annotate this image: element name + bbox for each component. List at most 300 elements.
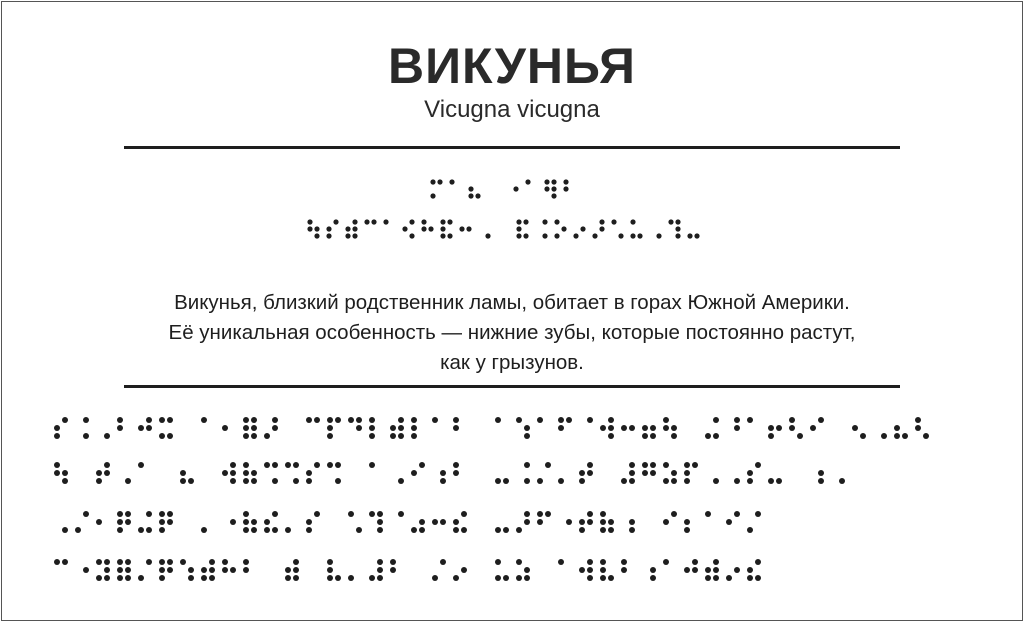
braille-dot bbox=[629, 527, 635, 533]
braille-dot bbox=[54, 433, 60, 439]
braille-dot bbox=[356, 425, 362, 431]
braille-dot bbox=[419, 527, 425, 533]
braille-dot bbox=[201, 567, 207, 573]
braille-dot bbox=[146, 511, 152, 517]
braille-dot bbox=[285, 575, 291, 581]
braille-dot bbox=[369, 417, 375, 423]
braille-dot bbox=[272, 425, 278, 431]
braille-dot bbox=[104, 567, 110, 573]
braille-dot bbox=[138, 425, 144, 431]
braille-dot bbox=[314, 462, 320, 468]
braille-dot bbox=[768, 433, 774, 439]
braille-dot bbox=[83, 433, 89, 439]
braille-dot bbox=[432, 519, 438, 525]
description bbox=[60, 288, 964, 378]
braille-dot bbox=[352, 226, 357, 231]
braille-dot bbox=[600, 519, 606, 525]
braille-dot bbox=[545, 462, 551, 468]
braille-dot bbox=[516, 417, 522, 423]
braille-dot bbox=[377, 511, 383, 517]
braille-dot bbox=[537, 478, 543, 484]
braille-dot bbox=[537, 511, 543, 517]
braille-dot bbox=[642, 462, 648, 468]
braille-dot bbox=[461, 567, 467, 573]
braille-dot bbox=[201, 417, 207, 423]
braille-dot bbox=[54, 559, 60, 565]
braille-dot bbox=[566, 519, 572, 525]
braille-dot bbox=[459, 226, 464, 231]
braille-dot bbox=[558, 559, 564, 565]
braille-dot bbox=[138, 527, 144, 533]
braille-dot bbox=[327, 433, 333, 439]
braille-dot bbox=[810, 425, 816, 431]
braille-dot bbox=[398, 425, 404, 431]
braille-dot bbox=[663, 559, 669, 565]
braille-dot bbox=[587, 417, 593, 423]
braille-dot bbox=[104, 462, 110, 468]
braille-dot bbox=[692, 462, 698, 468]
latin-name: Vicugna vicugna bbox=[424, 96, 600, 123]
braille-dot bbox=[180, 559, 186, 565]
braille-dot bbox=[243, 433, 249, 439]
braille-dot bbox=[726, 575, 732, 581]
braille-dot bbox=[117, 567, 123, 573]
braille-dot bbox=[608, 519, 614, 525]
braille-dot bbox=[554, 233, 559, 238]
braille-dot bbox=[285, 567, 291, 573]
braille-dot bbox=[222, 559, 228, 565]
braille-dot bbox=[398, 478, 404, 484]
braille-dot bbox=[902, 433, 908, 439]
braille-dot bbox=[663, 478, 669, 484]
braille-dot bbox=[453, 519, 459, 525]
braille-dot bbox=[167, 519, 173, 525]
braille-dot bbox=[495, 478, 501, 484]
braille-dot bbox=[83, 567, 89, 573]
braille-dot bbox=[544, 179, 549, 184]
braille-dot bbox=[251, 417, 257, 423]
braille-dot bbox=[600, 559, 606, 565]
braille-dot bbox=[117, 575, 123, 581]
braille-dot bbox=[251, 470, 257, 476]
braille-dot bbox=[461, 511, 467, 517]
braille-dot bbox=[167, 559, 173, 565]
braille-dot bbox=[600, 511, 606, 517]
braille-dot bbox=[345, 233, 350, 238]
braille-dot bbox=[222, 470, 228, 476]
braille-dot bbox=[293, 575, 299, 581]
braille-dot bbox=[524, 425, 530, 431]
braille-dot bbox=[348, 511, 354, 517]
braille-dot bbox=[314, 511, 320, 517]
braille-dot bbox=[62, 417, 68, 423]
braille-dot bbox=[243, 567, 249, 573]
braille-dot bbox=[671, 511, 677, 517]
braille-dot bbox=[734, 567, 740, 573]
braille-dot bbox=[516, 226, 521, 231]
braille-dot bbox=[356, 417, 362, 423]
braille-dot bbox=[650, 425, 656, 431]
braille-dot bbox=[251, 433, 257, 439]
braille-dot bbox=[621, 567, 627, 573]
braille-dot bbox=[167, 567, 173, 573]
braille-dot bbox=[579, 567, 585, 573]
braille-dot bbox=[705, 511, 711, 517]
braille-dot bbox=[335, 575, 341, 581]
braille-dot bbox=[453, 575, 459, 581]
braille-dot bbox=[251, 478, 257, 484]
braille-dot bbox=[159, 519, 165, 525]
braille-dot bbox=[411, 417, 417, 423]
braille-dot bbox=[671, 470, 677, 476]
braille-dot bbox=[684, 567, 690, 573]
braille-dot bbox=[54, 470, 60, 476]
braille-dot bbox=[579, 478, 585, 484]
braille-dot bbox=[327, 417, 333, 423]
braille-dot bbox=[599, 219, 604, 224]
braille-dot bbox=[516, 219, 521, 224]
braille-dot bbox=[159, 433, 165, 439]
braille-title-block bbox=[307, 179, 699, 238]
braille-dot bbox=[243, 470, 249, 476]
braille-dot bbox=[75, 527, 81, 533]
braille-dot bbox=[523, 219, 528, 224]
braille-dot bbox=[629, 470, 635, 476]
braille-dot bbox=[117, 425, 123, 431]
braille-dot bbox=[580, 226, 585, 231]
braille-dot bbox=[776, 478, 782, 484]
braille-dot bbox=[96, 519, 102, 525]
braille-dot bbox=[243, 478, 249, 484]
braille-dot bbox=[663, 417, 669, 423]
braille-dot bbox=[428, 226, 433, 231]
braille-dot bbox=[307, 226, 312, 231]
braille-dot bbox=[587, 470, 593, 476]
braille-dot bbox=[293, 478, 299, 484]
braille-dot bbox=[352, 233, 357, 238]
braille-description-block bbox=[54, 417, 929, 581]
braille-dot bbox=[671, 478, 677, 484]
braille-dot bbox=[468, 193, 473, 198]
braille-dot bbox=[314, 226, 319, 231]
braille-dot bbox=[125, 511, 131, 517]
braille-dot bbox=[621, 559, 627, 565]
braille-dot bbox=[630, 233, 635, 238]
braille-dot bbox=[272, 462, 278, 468]
braille-dot bbox=[563, 186, 568, 191]
braille-dot bbox=[642, 470, 648, 476]
braille-dot bbox=[104, 470, 110, 476]
braille-dot bbox=[542, 233, 547, 238]
braille-dot bbox=[421, 226, 426, 231]
braille-dot bbox=[146, 527, 152, 533]
braille-dot bbox=[83, 511, 89, 517]
braille-dot bbox=[524, 519, 530, 525]
description-line: как у грызунов. bbox=[440, 351, 584, 374]
braille-dot bbox=[364, 219, 369, 224]
braille-dot bbox=[734, 425, 740, 431]
braille-dot bbox=[159, 417, 165, 423]
braille-dot bbox=[495, 559, 501, 565]
braille-dot bbox=[383, 219, 388, 224]
braille-dot bbox=[146, 417, 152, 423]
braille-dot bbox=[579, 527, 585, 533]
braille-dot bbox=[159, 511, 165, 517]
braille-dot bbox=[453, 470, 459, 476]
braille-dot bbox=[629, 519, 635, 525]
braille-dot bbox=[209, 567, 215, 573]
braille-dot bbox=[327, 567, 333, 573]
braille-dot bbox=[705, 567, 711, 573]
braille-dot bbox=[377, 519, 383, 525]
braille-dot bbox=[62, 559, 68, 565]
braille-dot bbox=[159, 527, 165, 533]
braille-dot bbox=[264, 433, 270, 439]
braille-dot bbox=[516, 527, 522, 533]
braille-dot bbox=[411, 470, 417, 476]
braille-dot bbox=[222, 567, 228, 573]
braille-dot bbox=[558, 417, 564, 423]
braille-dot bbox=[398, 433, 404, 439]
page-title: ВИКУНЬЯ bbox=[388, 38, 636, 94]
braille-dot bbox=[915, 417, 921, 423]
braille-dot bbox=[599, 226, 604, 231]
braille-dot bbox=[592, 233, 597, 238]
braille-dot bbox=[747, 567, 753, 573]
braille-dot bbox=[713, 417, 719, 423]
braille-dot bbox=[923, 433, 929, 439]
braille-dot bbox=[369, 462, 375, 468]
braille-dot bbox=[544, 186, 549, 191]
braille-dot bbox=[713, 559, 719, 565]
braille-dot bbox=[587, 462, 593, 468]
braille-dot bbox=[327, 559, 333, 565]
braille-dot bbox=[243, 559, 249, 565]
braille-dot bbox=[138, 462, 144, 468]
braille-dot bbox=[513, 186, 518, 191]
braille-dot bbox=[608, 433, 614, 439]
braille-dot bbox=[188, 567, 194, 573]
braille-dot bbox=[356, 527, 362, 533]
braille-dot bbox=[468, 186, 473, 191]
braille-dot bbox=[96, 478, 102, 484]
braille-dot bbox=[327, 575, 333, 581]
braille-dot bbox=[650, 567, 656, 573]
braille-dot bbox=[516, 233, 521, 238]
braille-dot bbox=[104, 559, 110, 565]
braille-dot bbox=[650, 433, 656, 439]
braille-dot bbox=[293, 462, 299, 468]
braille-dot bbox=[251, 527, 257, 533]
braille-dot bbox=[180, 470, 186, 476]
braille-dot bbox=[369, 433, 375, 439]
braille-dot bbox=[390, 433, 396, 439]
braille-dot bbox=[537, 519, 543, 525]
braille-dot bbox=[587, 559, 593, 565]
braille-dot bbox=[630, 219, 635, 224]
braille-dot bbox=[230, 462, 236, 468]
braille-dot bbox=[684, 470, 690, 476]
braille-dot bbox=[684, 519, 690, 525]
braille-dot bbox=[675, 226, 680, 231]
braille-dot bbox=[561, 226, 566, 231]
braille-dot bbox=[440, 470, 446, 476]
braille-dot bbox=[117, 417, 123, 423]
braille-dot bbox=[705, 433, 711, 439]
braille-dot bbox=[461, 527, 467, 533]
braille-dot bbox=[687, 233, 692, 238]
braille-dot bbox=[789, 425, 795, 431]
braille-dot bbox=[537, 417, 543, 423]
braille-dot bbox=[503, 478, 509, 484]
braille-dot bbox=[755, 559, 761, 565]
braille-dot bbox=[551, 179, 556, 184]
braille-dot bbox=[345, 226, 350, 231]
braille-dot bbox=[618, 233, 623, 238]
braille-dot bbox=[201, 575, 207, 581]
braille-dot bbox=[713, 478, 719, 484]
braille-dot bbox=[600, 575, 606, 581]
braille-dot bbox=[558, 478, 564, 484]
braille-dot bbox=[523, 233, 528, 238]
braille-dot bbox=[579, 470, 585, 476]
braille-dot bbox=[402, 226, 407, 231]
braille-dot bbox=[713, 433, 719, 439]
braille-dot bbox=[545, 511, 551, 517]
braille-dot bbox=[734, 511, 740, 517]
braille-dot bbox=[377, 527, 383, 533]
braille-dot bbox=[629, 462, 635, 468]
braille-dot bbox=[243, 462, 249, 468]
braille-dot bbox=[839, 478, 845, 484]
braille-dot bbox=[390, 567, 396, 573]
braille-dot bbox=[180, 478, 186, 484]
braille-dot bbox=[818, 417, 824, 423]
braille-dot bbox=[671, 433, 677, 439]
braille-dot bbox=[621, 425, 627, 431]
braille-dot bbox=[600, 527, 606, 533]
braille-dot bbox=[860, 433, 866, 439]
braille-dot bbox=[475, 193, 480, 198]
braille-dot bbox=[485, 233, 490, 238]
braille-dot bbox=[503, 575, 509, 581]
braille-dot bbox=[409, 219, 414, 224]
braille-dot bbox=[747, 470, 753, 476]
braille-dot bbox=[675, 233, 680, 238]
braille-dot bbox=[314, 417, 320, 423]
braille-dot bbox=[554, 219, 559, 224]
braille-dot bbox=[432, 575, 438, 581]
braille-dot bbox=[230, 478, 236, 484]
braille-dot bbox=[629, 425, 635, 431]
braille-dot bbox=[621, 478, 627, 484]
braille-dot bbox=[83, 417, 89, 423]
braille-dot bbox=[62, 478, 68, 484]
braille-dot bbox=[243, 417, 249, 423]
divider-bottom bbox=[124, 385, 900, 388]
braille-dot bbox=[209, 575, 215, 581]
braille-dot bbox=[600, 425, 606, 431]
braille-dot bbox=[117, 527, 123, 533]
braille-dot bbox=[348, 417, 354, 423]
braille-dot bbox=[419, 519, 425, 525]
braille-dot bbox=[755, 575, 761, 581]
braille-dot bbox=[369, 575, 375, 581]
braille-dot bbox=[54, 425, 60, 431]
braille-dot bbox=[307, 219, 312, 224]
braille-dot bbox=[398, 511, 404, 517]
braille-dot bbox=[611, 219, 616, 224]
braille-dot bbox=[747, 527, 753, 533]
braille-dot bbox=[440, 478, 446, 484]
braille-dot bbox=[272, 417, 278, 423]
braille-dot bbox=[272, 511, 278, 517]
braille-dot bbox=[159, 559, 165, 565]
braille-dot bbox=[167, 511, 173, 517]
braille-dot bbox=[694, 233, 699, 238]
braille-dot bbox=[243, 425, 249, 431]
braille-dot bbox=[629, 478, 635, 484]
braille-dot bbox=[453, 462, 459, 468]
braille-dot bbox=[352, 219, 357, 224]
braille-dot bbox=[146, 425, 152, 431]
braille-dot bbox=[587, 567, 593, 573]
braille-dot bbox=[915, 425, 921, 431]
braille-dot bbox=[333, 219, 338, 224]
braille-dot bbox=[146, 559, 152, 565]
braille-dot bbox=[495, 527, 501, 533]
braille-dot bbox=[713, 575, 719, 581]
braille-dot bbox=[409, 233, 414, 238]
braille-dot bbox=[96, 575, 102, 581]
braille-dot bbox=[600, 567, 606, 573]
braille-dot bbox=[377, 559, 383, 565]
braille-dot bbox=[398, 417, 404, 423]
braille-dot bbox=[440, 559, 446, 565]
braille-dot bbox=[447, 219, 452, 224]
braille-dot bbox=[524, 511, 530, 517]
braille-dot bbox=[437, 179, 442, 184]
braille-dot bbox=[285, 527, 291, 533]
braille-dot bbox=[167, 417, 173, 423]
braille-dot bbox=[440, 219, 445, 224]
braille-dot bbox=[125, 575, 131, 581]
braille-dot bbox=[663, 462, 669, 468]
braille-dot bbox=[881, 433, 887, 439]
braille-dot bbox=[524, 433, 530, 439]
braille-dot bbox=[466, 226, 471, 231]
braille-dot bbox=[726, 519, 732, 525]
braille-dot bbox=[243, 527, 249, 533]
braille-dot bbox=[243, 511, 249, 517]
braille-dot bbox=[390, 425, 396, 431]
braille-dot bbox=[440, 519, 446, 525]
description-line: Её уникальная особенность — нижние зубы, которые постоянно растут, bbox=[168, 321, 856, 344]
braille-dot bbox=[96, 559, 102, 565]
braille-dot bbox=[650, 470, 656, 476]
braille-dot bbox=[447, 233, 452, 238]
braille-dot bbox=[525, 179, 530, 184]
braille-dot bbox=[251, 425, 257, 431]
braille-dot bbox=[608, 527, 614, 533]
braille-dot bbox=[642, 433, 648, 439]
braille-dot bbox=[668, 219, 673, 224]
braille-dot bbox=[566, 417, 572, 423]
braille-dot bbox=[692, 559, 698, 565]
braille-dot bbox=[117, 519, 123, 525]
braille-dot bbox=[222, 425, 228, 431]
braille-dot bbox=[608, 575, 614, 581]
